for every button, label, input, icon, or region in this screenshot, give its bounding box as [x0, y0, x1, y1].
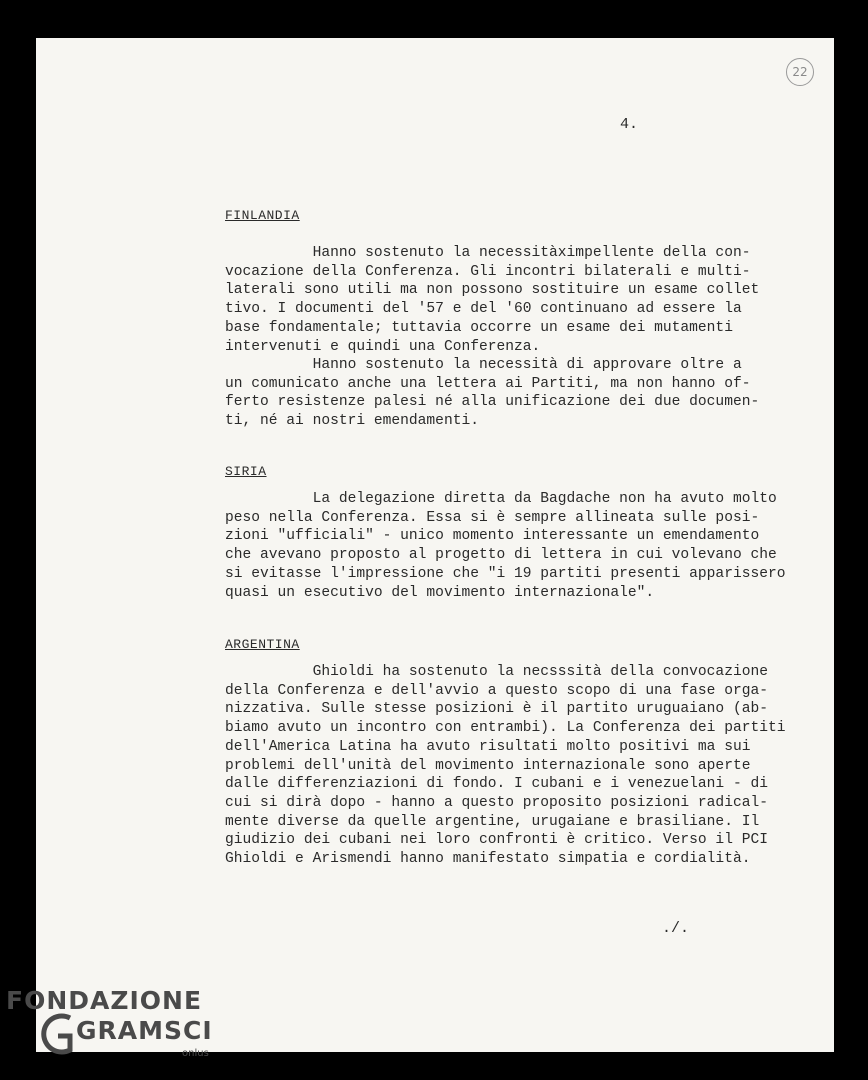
paragraph-finlandia-1: Hanno sostenuto la necessitàximpellente della con- vocazione della Conferenza. Gli incontri bilaterali e multi- laterali sono utili ma non possono sostituire un esame collet tivo. I documenti del '57 e del '60 continuano ad essere la base fondamentale; tuttavia occorre un esame dei mutamenti intervenuti e quindi una Conferenza. — [225, 245, 760, 355]
paragraph-siria-1: La delegazione diretta da Bagdache non ha avuto molto peso nella Conferenza. Essa si è sempre allineata sulle posi- zioni "ufficiali" - unico momento interessante un emendamento che avevano proposto al progetto di lettera in cui volevano che si evitasse l'impressione che "i 19 partiti presenti apparissero quasi un esecutivo del movimento internazionale". — [225, 491, 786, 601]
watermark-line-1: FONDAZIONE — [6, 986, 203, 1015]
watermark-line-2: GRAMSCI — [76, 1016, 213, 1045]
fondazione-gramsci-watermark — [6, 986, 226, 1066]
watermark-line-3: onlus — [182, 1048, 209, 1059]
page-number: 4. — [620, 116, 639, 133]
section-heading-siria: SIRIA — [225, 464, 267, 479]
gramsci-logo-icon — [36, 1010, 76, 1060]
section-heading-finlandia: FINLANDIA — [225, 208, 300, 223]
paragraph-argentina-1: Ghioldi ha sostenuto la necsssità della convocazione della Conferenza e dell'avvio a questo scopo di una fase orga- nizzativa. Sulle stesse posizioni è il partito uruguaiano (ab- biamo avuto un incontro con entrambi). La Conferenza dei partiti dell'America Latina ha avuto risultati molto positivi ma sui problemi dell'unità del movimento internazionale sono aperte dalle differenziazioni di fondo. I cubani e i venezuelani - di cui si dirà dopo - hanno a questo proposito posizioni radical- mente diverse da quelle argentine, urugaiane e brasiliane. Il giudizio dei cubani nei loro confronti è critico. Verso il PCI Ghioldi e Arismendi hanno manifestato simpatia e cordialità. — [225, 664, 786, 868]
archive-number-stamp: 22 — [786, 58, 814, 86]
continuation-mark: ./. — [662, 920, 690, 937]
paragraph-finlandia-2: Hanno sostenuto la necessità di approvare oltre a un comunicato anche una lettera ai Partiti, ma non hanno of- ferto resistenze palesi né alla unificazione dei due documen- ti, né ai nostri emendamenti. — [225, 357, 760, 430]
section-heading-argentina: ARGENTINA — [225, 637, 300, 652]
